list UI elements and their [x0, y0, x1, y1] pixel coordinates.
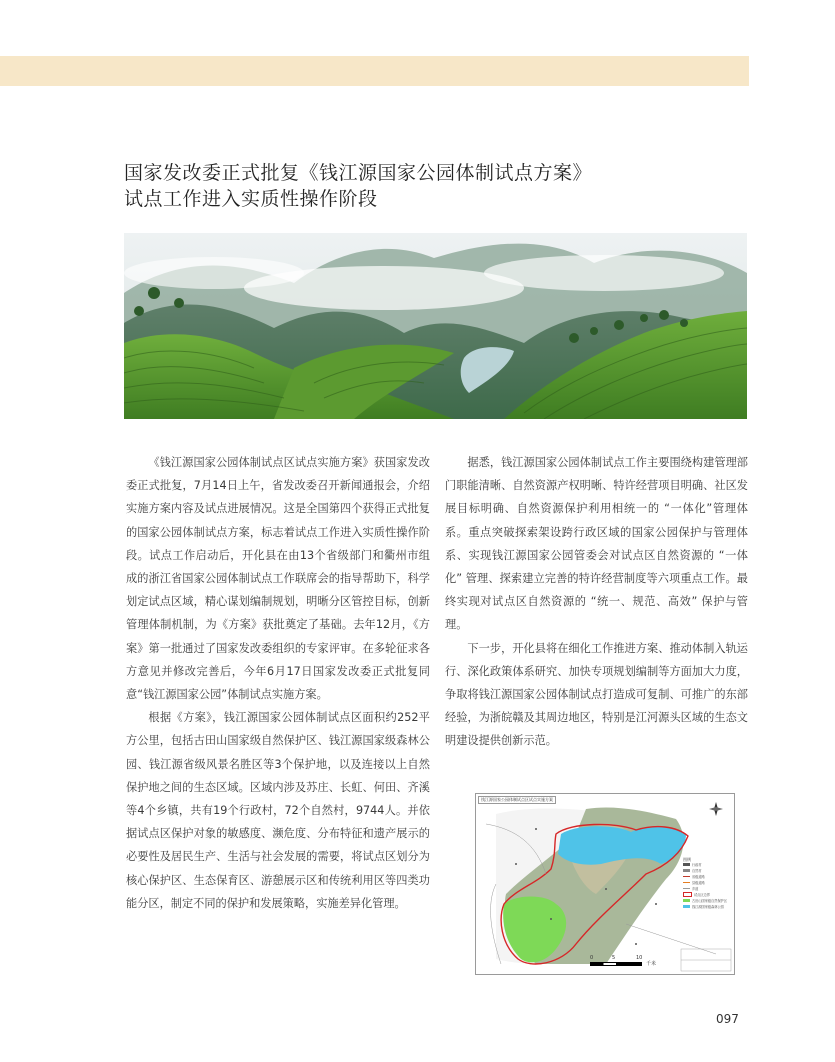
legend-title: 图例 [683, 857, 691, 862]
legend-swatch [683, 876, 690, 877]
scale-bar [590, 962, 642, 966]
legend-item: 省级道路 [683, 873, 731, 879]
legend-item: 自然村 [683, 867, 731, 873]
title-line-1: 国家发改委正式批复《钱江源国家公园体制试点方案》 [124, 162, 593, 184]
paragraph: 根据《方案》，钱江源国家公园体制试点区面积约252平方公里，包括古田山国家级自然保护区、钱江源国家级森林公园、钱江源省级风景名胜区等3个保护地，以及连接以上自然保护地之间的生态区域。区域内涉及苏庄、长虹、何田、齐溪等4个乡镇，共有19个行政村，72个自然村，9744人。并依据试点区保护对象的敏感度、濒危度、分布特征和遗产展示的必要性及居民生产、生活与社会发展的需要，将试点区划分为核心保护区、生态保育区、游憩展示区和传统利用区等四类功能分区，制定不同的保护和发展策略，实施差异化管理。 [126, 711, 430, 910]
legend-swatch [683, 888, 690, 889]
map-legend [683, 861, 731, 909]
legend-swatch [683, 899, 690, 902]
header-color-band [0, 56, 749, 86]
legend-item: 试点区边界 [683, 891, 731, 897]
legend-swatch [683, 892, 692, 897]
legend-item: 县级道路 [683, 879, 731, 885]
article-title [124, 160, 744, 212]
scale-label: 千米 [646, 961, 657, 967]
paragraph: 据悉，钱江源国家公园体制试点工作主要围绕构建管理部门职能清晰、自然资源产权明晰、特许经营项目明确、社区发展目标明确、自然资源保护利用相统一的 “一体化”管理体系。重点突破探索架设跨行政区域的国家公园保护与管理体系、实现钱江源国家公园管委会对试点区自然资源的 “一体化” 管理、探索建立完善的特许经营制度等六项重点工作。最终实现对试点区自然资源的 “统一、规范、高效” 保护与管理。 [445, 456, 748, 632]
legend-swatch [683, 882, 690, 883]
paragraph: 下一步，开化县将在细化工作推进方案、推动体制入轨运行、深化政策体系研究、加快专项规划编制等方面加大力度，争取将钱江源国家公园体制试点打造成可复制、可推广的东部经验，为浙皖赣及其周边地区，特别是江河源头区域的生态文明建设提供创新示范。 [445, 641, 748, 748]
page-number: 097 [716, 1012, 739, 1026]
legend-item: 乡道 [683, 885, 731, 891]
left-text-column [126, 451, 430, 915]
legend-item: 古田山国家级自然保护区 [683, 897, 731, 903]
scale-label: 0 [590, 955, 594, 961]
legend-swatch [683, 869, 690, 872]
legend-swatch [683, 905, 690, 908]
map-title: 钱江源国家公园体制试点区试点实施方案 [478, 796, 556, 804]
scale-label: 10 [636, 955, 643, 961]
paragraph: 《钱江源国家公园体制试点区试点实施方案》获国家发改委正式批复，7月14日上午，省发改委召开新闻通报会，介绍实施方案内容及试点进展情况。这是全国第四个获得正式批复的国家公园体制试点方案，标志着试点工作进入实质性操作阶段。试点工作启动后，开化县在由13个省级部门和衢州市组成的浙江省国家公园体制试点工作联席会的指导帮助下，科学划定试点区域，精心谋划编制规划，明晰分区管控目标，创新管理体制机制，为《方案》获批奠定了基础。去年12月，《方案》第一批通过了国家发改委组织的专家评审。在多轮征求各方意见并修改完善后，今年6月17日国家发改委正式批复同意“钱江源国家公园”体制试点实施方案。 [126, 456, 430, 702]
title-line-2: 试点工作进入实质性操作阶段 [124, 188, 378, 210]
legend-item: 行政村 [683, 861, 731, 867]
landscape-illustration [124, 233, 747, 419]
right-text-column [445, 451, 748, 753]
tea-plantation-photo [124, 233, 747, 419]
scale-label: 5 [612, 955, 616, 961]
legend-item: 钱江源国家级森林公园 [683, 903, 731, 909]
legend-swatch [683, 863, 690, 866]
